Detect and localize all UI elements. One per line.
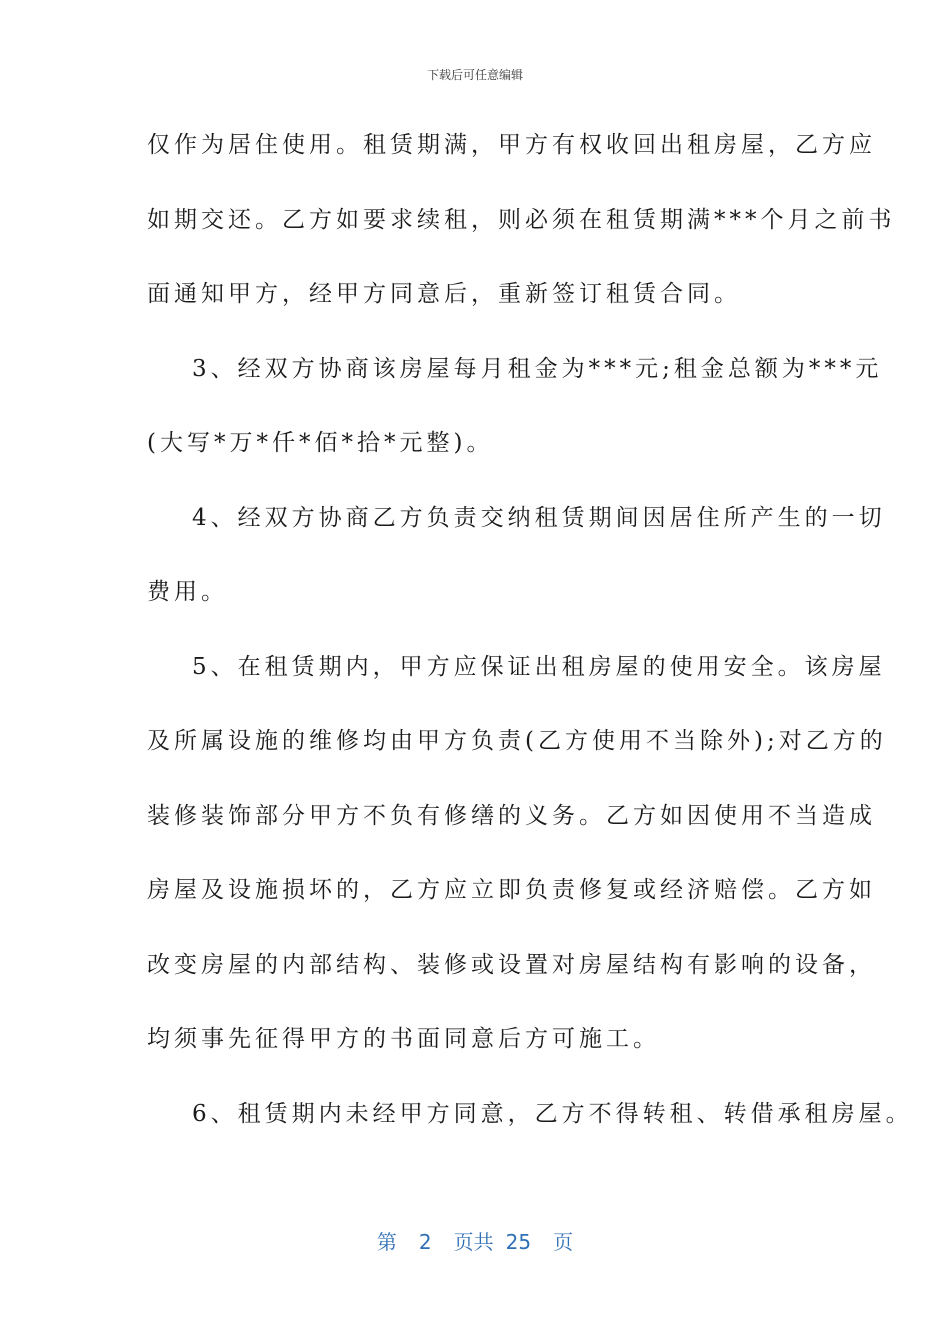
text-line: 如期交还。乙方如要求续租，则必须在租赁期满***个月之前书: [147, 206, 896, 233]
clause-3-line: 3、经双方协商该房屋每月租金为***元;租金总额为***元: [192, 355, 883, 382]
clause-4-line: 4、经双方协商乙方负责交纳租赁期间因居住所产生的一切: [192, 504, 886, 531]
text-line: 及所属设施的维修均由甲方负责(乙方使用不当除外);对乙方的: [147, 728, 887, 754]
text-line: 装修装饰部分甲方不负有修缮的义务。乙方如因使用不当造成: [147, 802, 876, 829]
page-mid: 页共: [453, 1230, 494, 1254]
clause-6-line: 6、租赁期内未经甲方同意，乙方不得转租、转借承租房屋。: [192, 1100, 913, 1127]
document-body: [147, 120, 913, 1163]
text-line: 费用。: [147, 579, 228, 605]
total-pages-number: 25: [505, 1230, 532, 1254]
text-line: 面通知甲方，经甲方同意后，重新签订租赁合同。: [147, 281, 741, 307]
text-line: 均须事先征得甲方的书面同意后方可施工。: [147, 1026, 660, 1052]
current-page-number: 2: [418, 1230, 432, 1254]
page-footer: [0, 1226, 950, 1255]
text-line: 仅作为居住使用。租赁期满，甲方有权收回出租房屋，乙方应: [147, 132, 876, 158]
header-note: 下载后可任意编辑: [426, 68, 523, 82]
page-suffix: 页: [553, 1230, 574, 1254]
text-line: 改变房屋的内部结构、装修或设置对房屋结构有影响的设备，: [147, 951, 876, 978]
text-line: (大写*万*仟*佰*拾*元整)。: [147, 430, 494, 456]
text-line: 房屋及设施损坏的，乙方应立即负责修复或经济赔偿。乙方如: [147, 877, 876, 903]
clause-5-line: 5、在租赁期内，甲方应保证出租房屋的使用安全。该房屋: [192, 653, 886, 680]
page-prefix: 第: [376, 1230, 397, 1254]
